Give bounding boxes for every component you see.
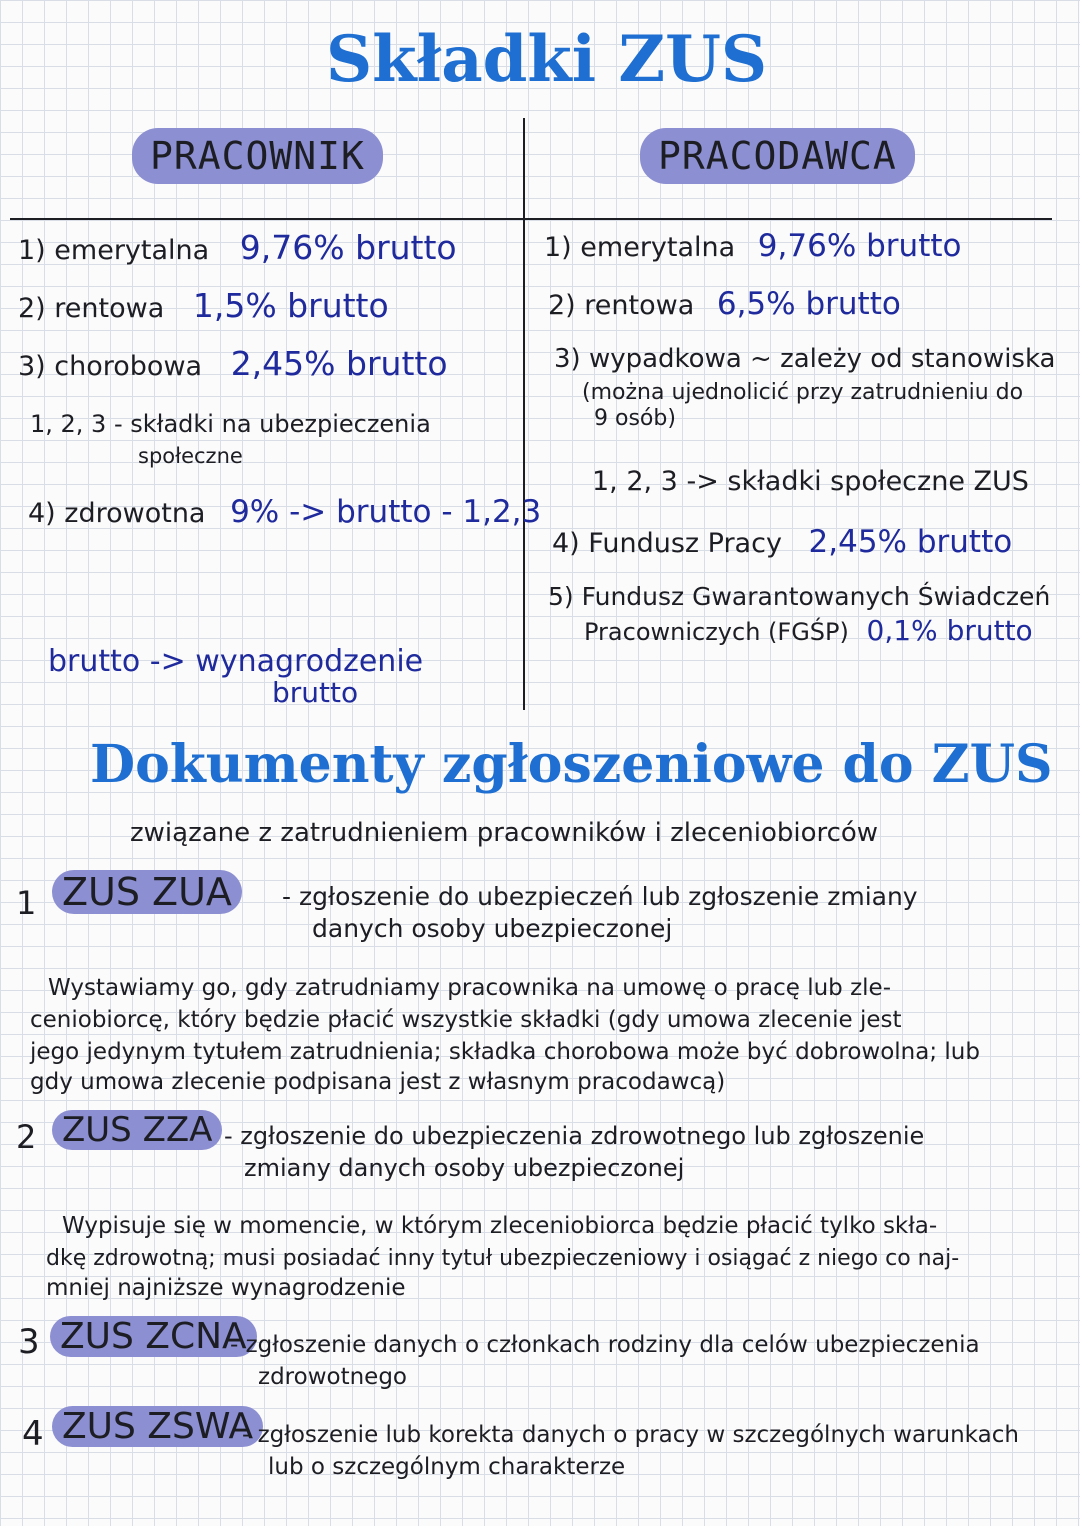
employee-item-2-label: 2) rentowa — [18, 293, 165, 324]
doc-1-para-line4: gdy umowa zlecenie podpisana jest z własnym pracodawcą) — [30, 1069, 726, 1095]
doc-2-para-line3: mniej najniższe wynagrodzenie — [46, 1275, 406, 1301]
table-horizontal-divider — [10, 218, 1052, 220]
employee-item-3-value: 2,45% brutto — [230, 344, 448, 383]
doc-4-desc-line2: lub o szczególnym charakterze — [268, 1454, 626, 1480]
employer-fund-label: 4) Fundusz Pracy — [552, 528, 782, 559]
employer-item-1-label: 1) emerytalna — [544, 232, 736, 263]
doc-3-number: 3 — [18, 1322, 40, 1362]
doc-1-para-line3: jego jedynym tytułem zatrudnienia; składka chorobowa może być dobrowolna; lub — [30, 1039, 980, 1065]
employee-header: PRACOWNIK — [132, 128, 383, 184]
doc-1-para-line2: ceniobiorcę, który będzie płacić wszystkie składki (gdy umowa zlecenie jest — [30, 1007, 902, 1033]
doc-2-para-line2: dkę zdrowotną; musi posiadać inny tytuł ubezpieczeniowy i osiągać z niego co naj- — [46, 1246, 960, 1271]
table-vertical-divider — [523, 118, 525, 710]
employer-item-1-value: 9,76% brutto — [757, 228, 962, 264]
employee-item-1-label: 1) emerytalna — [18, 235, 210, 266]
employer-fgsp-line1: 5) Fundusz Gwarantowanych Świadczeń — [548, 582, 1051, 611]
employee-item-2-value: 1,5% brutto — [192, 286, 389, 325]
employee-item-1 — [18, 228, 457, 267]
doc-1-para-line1: Wystawiamy go, gdy zatrudniamy pracownika na umowę o pracę lub zle- — [48, 975, 891, 1001]
doc-4-code: ZUS ZSWA — [52, 1406, 263, 1447]
doc-2-desc-line2: zmiany danych osoby ubezpieczonej — [244, 1154, 685, 1182]
employer-social-note: 1, 2, 3 -> składki społeczne ZUS — [592, 466, 1029, 497]
employer-item-2-value: 6,5% brutto — [716, 286, 901, 322]
employer-item-2 — [548, 286, 901, 322]
doc-4-desc-line1: - zgłoszenie lub korekta danych o pracy w szczególnych warunkach — [242, 1422, 1019, 1448]
brutto-definition-line1: brutto -> wynagrodzenie — [48, 644, 424, 679]
doc-2-desc-line1: - zgłoszenie do ubezpieczenia zdrowotnego lub zgłoszenie — [224, 1122, 925, 1150]
doc-1-desc-line1: - zgłoszenie do ubezpieczeń lub zgłoszenie zmiany — [282, 882, 918, 911]
employer-item-1 — [544, 228, 961, 264]
employer-fgsp-value: 0,1% brutto — [866, 614, 1033, 647]
doc-3-desc-line1: - zgłoszenie danych o członkach rodziny dla celów ubezpieczenia — [230, 1332, 980, 1358]
employee-item-1-value: 9,76% brutto — [239, 228, 457, 267]
employee-item-2 — [18, 286, 389, 325]
employee-note-line2: społeczne — [138, 444, 243, 468]
doc-1-desc-line2: danych osoby ubezpieczonej — [312, 914, 673, 943]
employee-item-3-label: 3) chorobowa — [18, 351, 203, 382]
employee-health-value: 9% -> brutto - 1,2,3 — [230, 494, 542, 530]
employer-header: PRACODAWCA — [640, 128, 915, 184]
doc-2-code: ZUS ZZA — [52, 1110, 222, 1150]
doc-2-para-line1: Wypisuje się w momencie, w którym zleceniobiorca będzie płacić tylko skła- — [62, 1213, 938, 1239]
employee-item-3 — [18, 344, 448, 383]
doc-1-number: 1 — [16, 884, 37, 922]
employer-accident-line2: (można ujednolicić przy zatrudnieniu do — [582, 380, 1024, 405]
employee-health — [28, 494, 541, 530]
doc-4-number: 4 — [22, 1414, 44, 1454]
doc-3-desc-line2: zdrowotnego — [258, 1364, 407, 1390]
employer-accident-line3: 9 osób) — [594, 406, 676, 431]
doc-3-code: ZUS ZCNA — [50, 1316, 257, 1357]
employer-fund-value: 2,45% brutto — [808, 524, 1013, 560]
section-title: Dokumenty zgłoszeniowe do ZUS — [90, 734, 1053, 795]
employer-fund — [552, 524, 1012, 560]
section-subtitle: związane z zatrudnieniem pracowników i zleceniobiorców — [130, 818, 879, 848]
doc-2-number: 2 — [16, 1118, 37, 1156]
page-title: Składki ZUS — [326, 22, 768, 97]
employer-item-2-label: 2) rentowa — [548, 290, 695, 321]
employer-fgsp-line2 — [584, 614, 1033, 647]
employee-note-line1: 1, 2, 3 - składki na ubezpieczenia — [30, 410, 431, 438]
employer-fgsp-line2-text: Pracowniczych (FGŚP) — [584, 618, 849, 646]
doc-1-code: ZUS ZUA — [52, 870, 242, 914]
employer-accident-line1: 3) wypadkowa ~ zależy od stanowiska — [554, 344, 1056, 374]
employee-health-label: 4) zdrowotna — [28, 498, 206, 529]
brutto-definition-line2: brutto — [272, 676, 359, 709]
